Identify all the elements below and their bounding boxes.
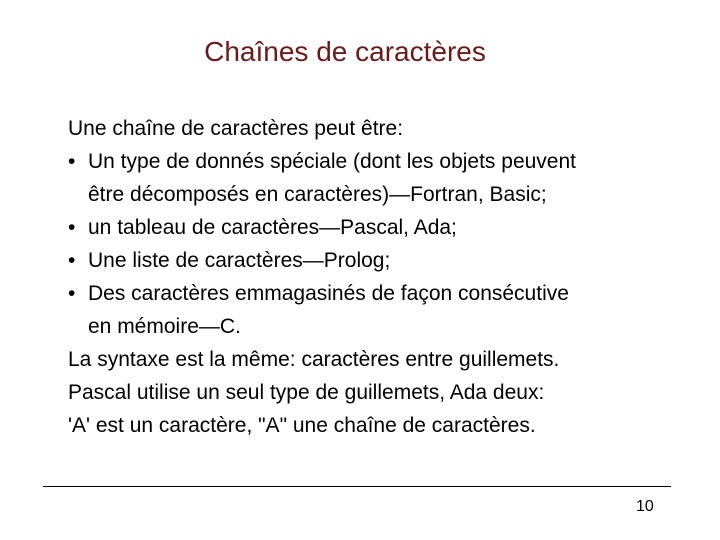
- bullet-line: Des caractères emmagasinés de façon consécutive: [88, 282, 569, 305]
- bullet-icon: •: [68, 150, 76, 173]
- bullet-line: en mémoire—C.: [88, 315, 241, 338]
- bullet-item: [68, 244, 688, 277]
- bullet-line: être décomposés en caractères)—Fortran, Basic;: [88, 183, 547, 206]
- bullet-icon: •: [68, 282, 76, 305]
- bullet-text: [88, 277, 688, 343]
- slide-title: Chaînes de caractères: [204, 36, 486, 67]
- bullet-line: Un type de donnés spéciale (dont les objets peuvent: [88, 150, 576, 173]
- bullet-icon: •: [68, 216, 76, 239]
- bullet-text: [88, 244, 688, 277]
- bullet-item: [68, 145, 688, 211]
- closing-line: 'A' est un caractère, "A" une chaîne de caractères.: [68, 414, 536, 437]
- bullet-text: [88, 211, 688, 244]
- bullet-line: Une liste de caractères—Prolog;: [88, 249, 391, 272]
- bullet-line: un tableau de caractères—Pascal, Ada;: [88, 216, 457, 239]
- footer-divider: [43, 486, 671, 487]
- closing-line: Pascal utilise un seul type de guillemets, Ada deux:: [68, 381, 545, 404]
- bullet-item: [68, 211, 688, 244]
- slide-body: [68, 112, 688, 442]
- closing-line: La syntaxe est la même: caractères entre guillemets.: [68, 348, 560, 371]
- page-number: 10: [636, 498, 654, 515]
- bullet-text: [88, 145, 688, 211]
- bullet-item: [68, 277, 688, 343]
- bullet-icon: •: [68, 249, 76, 272]
- intro-line: Une chaîne de caractères peut être:: [68, 117, 404, 140]
